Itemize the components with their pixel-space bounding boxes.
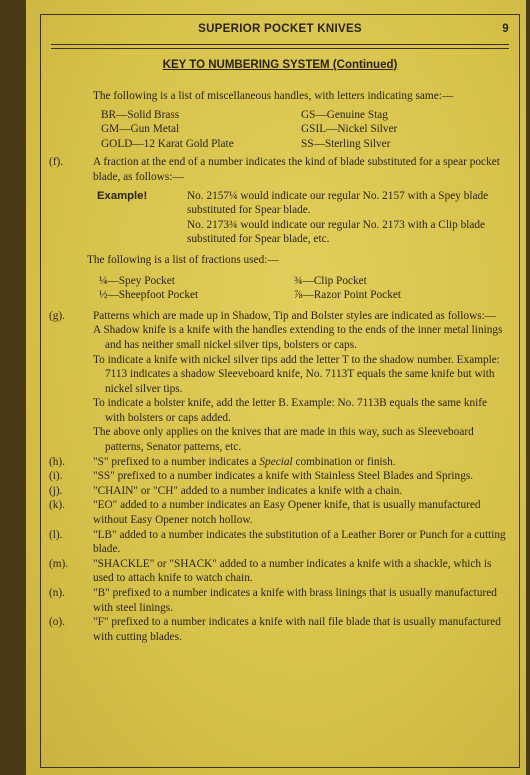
list-item: SS—Sterling Silver bbox=[301, 137, 391, 150]
misc-handles-intro: The following is a list of miscellaneous handles, with letters indicating same:— bbox=[93, 90, 454, 102]
section-label: (n). bbox=[49, 587, 65, 599]
paragraph: To indicate a knife with nickel silver tips add the letter T to the shadow number. Example: 7113 indicates a shadow Sleeveboard knife, No. 7113T equals the same knife but with nickel silver tips. bbox=[93, 353, 500, 395]
list-item: GSIL—Nickel Silver bbox=[301, 123, 398, 136]
page-number: 9 bbox=[502, 23, 509, 35]
header-rule bbox=[51, 44, 509, 45]
section-g: (g). Patterns which are made up in Shadow, Tip and Bolster styles are indicated as follows:— bbox=[49, 309, 497, 322]
paragraph: To indicate a bolster knife, add the letter B. Example: No. 7113B equals the same knife with bolsters or caps added. bbox=[93, 397, 488, 424]
section-title: KEY TO NUMBERING SYSTEM (Continued) bbox=[162, 59, 398, 71]
paragraph: The above only applies on the knives that are made in this way, such as Sleeveboard patterns, Senator patterns, etc. bbox=[93, 426, 474, 454]
section-label: (j). bbox=[49, 484, 63, 497]
section-l: (l). "LB" added to a number indicates the substitution of a Leather Borer or Punch for a cutting blade. bbox=[49, 528, 506, 556]
section-f: (f). A fraction at the end of a number indicates the kind of blade substituted for a spear pocket blade, as follows:— bbox=[49, 156, 500, 183]
section-label: (o). bbox=[49, 616, 65, 629]
page-border bbox=[40, 14, 520, 768]
paragraph: A Shadow knife is a knife with the handles extending to the ends of the inner metal linings and has neither small nickel silver tips, bolsters or caps. bbox=[93, 324, 503, 351]
section-label: (g). bbox=[49, 309, 65, 322]
book-page bbox=[26, 0, 526, 775]
list-item: BR—Solid Brass bbox=[101, 108, 180, 121]
page-body bbox=[49, 89, 507, 644]
list-item: GOLD—12 Karat Gold Plate bbox=[101, 137, 234, 150]
section-h: (h). "S" prefixed to a number indicates a Special combination or finish. bbox=[49, 455, 396, 468]
fractions-intro: The following is a list of fractions used:— bbox=[87, 253, 279, 266]
section-label: (f). bbox=[49, 156, 64, 169]
section-i: (i). "SS" prefixed to a number indicates a knife with Stainless Steel Blades and Springs. bbox=[49, 470, 474, 483]
fractions-list bbox=[49, 274, 507, 303]
section-label: (i). bbox=[49, 470, 63, 483]
section-label: (h). bbox=[49, 455, 65, 468]
section-label: (k). bbox=[49, 499, 65, 512]
list-item: ¼—Spey Pocket bbox=[99, 274, 175, 287]
section-label: (l). bbox=[49, 528, 63, 541]
section-label: (m). bbox=[49, 557, 69, 570]
list-item: ⅞—Razor Point Pocket bbox=[294, 289, 401, 302]
example-label: Example! bbox=[97, 189, 148, 202]
section-o: (o). "F" prefixed to a number indicates a knife with nail file blade that is usually manufactured with cutting blades. bbox=[49, 616, 501, 643]
section-j: (j). "CHAIN" or "CH" added to a number indicates a knife with a chain. bbox=[49, 484, 403, 497]
section-m: (m). "SHACKLE" or "SHACK" added to a number indicates a knife with a shackle, which is used to attach knife to watch chain. bbox=[49, 557, 492, 585]
list-item: GS—Genuine Stag bbox=[301, 108, 388, 121]
list-item: ¾—Clip Pocket bbox=[294, 274, 367, 287]
section-n: (n). "B" prefixed to a number indicates a knife with brass linings that is usually manufactured with steel linings. bbox=[49, 587, 497, 614]
section-k: (k). "EO" added to a number indicates an Easy Opener knife, that is usually manufactured without Easy Opener notch hollow. bbox=[49, 499, 481, 527]
header-rule-thin bbox=[51, 48, 509, 49]
handles-list bbox=[49, 108, 507, 152]
example-1: Example! No. 2157¼ would indicate our regular No. 2157 with a Spey blade substituted for Spear blade. bbox=[97, 189, 489, 217]
header-title: SUPERIOR POCKET KNIVES bbox=[198, 23, 362, 35]
running-header bbox=[41, 23, 519, 41]
example-2: No. 2173¾ would indicate our regular No. 2173 with a Clip blade substituted for Spear blade, etc. bbox=[187, 218, 486, 246]
list-item: GM—Gun Metal bbox=[101, 123, 180, 136]
list-item: ½—Sheepfoot Pocket bbox=[99, 289, 199, 302]
